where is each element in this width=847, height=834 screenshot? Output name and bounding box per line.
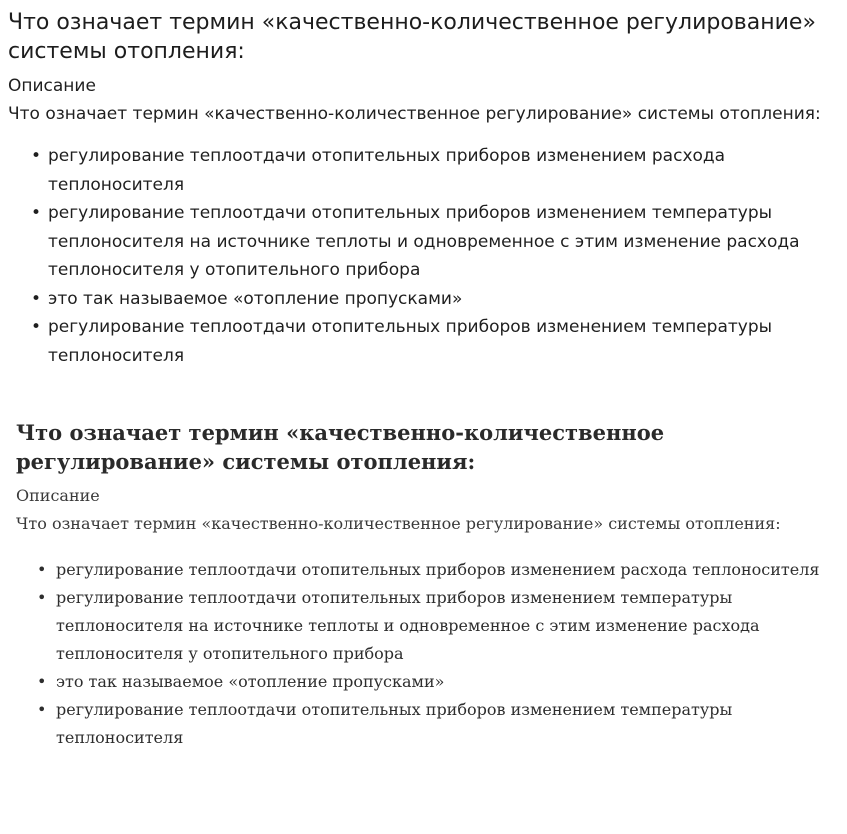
bullet-icon: •: [37, 672, 47, 691]
answer-option: [31, 142, 838, 199]
answer-option-text: это так называемое «отопление пропусками»: [48, 288, 463, 309]
bullet-icon: •: [37, 588, 47, 607]
answer-option: [37, 584, 841, 668]
answer-option-text: регулирование теплоотдачи отопительных приборов изменением расхода теплоносителя: [48, 146, 726, 195]
description-label: Описание: [16, 486, 100, 505]
question-block-serif: [16, 418, 841, 752]
answer-option: [31, 285, 838, 314]
answer-option-text: регулирование теплоотдачи отопительных приборов изменением температуры теплоносителя на источнике теплоты и одновременное с этим изменение расхода теплоносителя у отопительного прибора: [56, 588, 760, 663]
answer-option: [37, 556, 841, 584]
bullet-icon: •: [37, 700, 47, 719]
answer-option-text: регулирование теплоотдачи отопительных приборов изменением расхода теплоносителя: [56, 560, 820, 579]
bullet-icon: •: [31, 288, 42, 309]
description-label: Описание: [8, 76, 96, 96]
question-block-sans: [8, 0, 838, 370]
answer-option-text: регулирование теплоотдачи отопительных приборов изменением температуры теплоносителя: [48, 317, 773, 366]
answer-option: [31, 199, 838, 285]
answer-option: [37, 668, 841, 696]
question-title: Что означает термин «качественно-количественное регулирование» системы отопления:: [8, 10, 816, 64]
answer-option-text: регулирование теплоотдачи отопительных приборов изменением температуры теплоносителя на источнике теплоты и одновременное с этим изменение расхода теплоносителя у отопительного прибора: [48, 203, 800, 280]
question-text: Что означает термин «качественно-количественное регулирование» системы отопления:: [8, 104, 821, 124]
answer-option-text: это так называемое «отопление пропусками»: [56, 672, 445, 691]
answer-option: [37, 696, 841, 752]
question-title: Что означает термин «качественно-количественное регулирование» системы отопления:: [16, 420, 665, 474]
answer-option-text: регулирование теплоотдачи отопительных приборов изменением температуры теплоносителя: [56, 700, 733, 747]
answer-options-list: [16, 556, 841, 752]
bullet-icon: •: [31, 146, 42, 166]
answer-options-list: [8, 142, 838, 370]
question-text: Что означает термин «качественно-количественное регулирование» системы отопления:: [16, 514, 781, 533]
bullet-icon: •: [37, 560, 47, 579]
bullet-icon: •: [31, 317, 42, 337]
answer-option: [31, 313, 838, 370]
bullet-icon: •: [31, 203, 42, 223]
